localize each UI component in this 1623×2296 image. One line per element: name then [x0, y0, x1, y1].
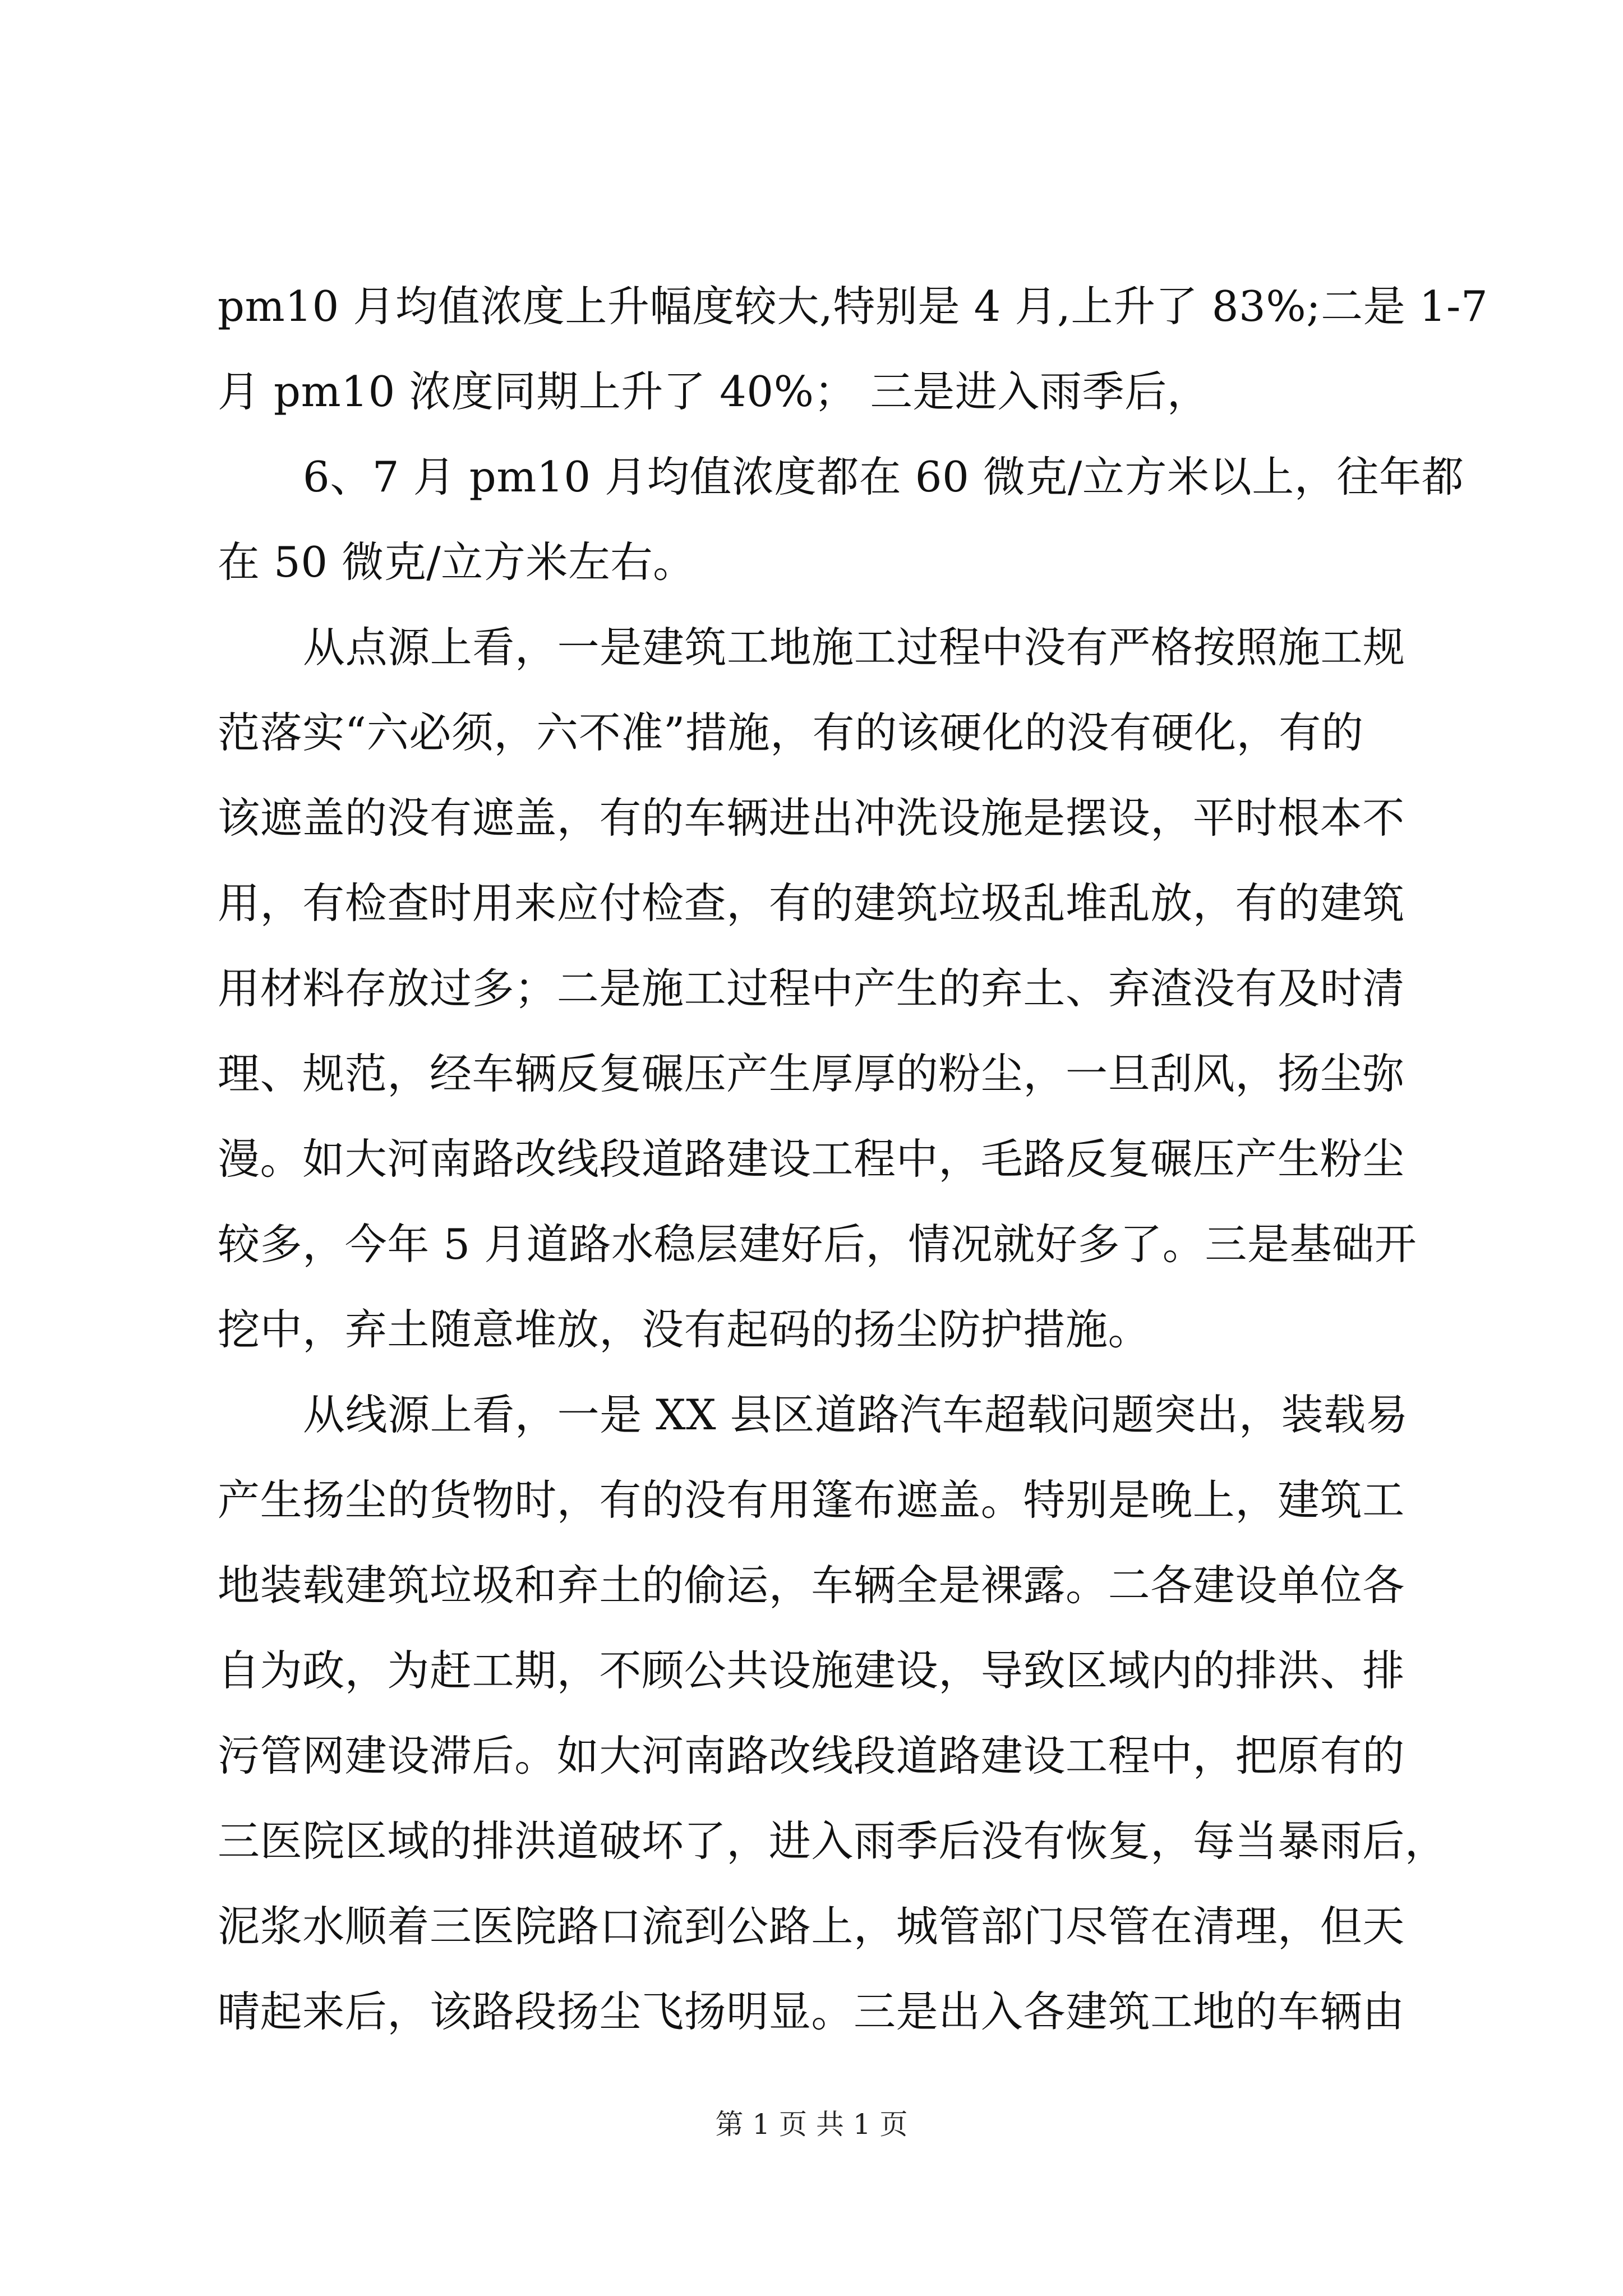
text-line: 污管网建设滞后。如大河南路改线段道路建设工程中，把原有的	[218, 1731, 1405, 1780]
text-line: 用材料存放过多；二是施工过程中产生的弃土、弃渣没有及时清	[218, 964, 1405, 1013]
text-line: 范落实“六必须，六不准”措施，有的该硬化的没有硬化，有的	[218, 708, 1364, 757]
text-line: 较多，今年 5 月道路水稳层建好后，情况就好多了。三是基础开	[218, 1220, 1417, 1269]
text-line: 漫。如大河南路改线段道路建设工程中，毛路反复碾压产生粉尘	[218, 1134, 1405, 1184]
text-line: 用，有检查时用来应付检查，有的建筑垃圾乱堆乱放，有的建筑	[218, 878, 1405, 928]
paragraph-start-line: 6、7 月 pm10 月均值浓度都在 60 微克/立方米以上，往年都	[303, 452, 1464, 501]
text-line: 挖中，弃土随意堆放，没有起码的扬尘防护措施。	[218, 1305, 1151, 1354]
text-line: 自为政，为赶工期，不顾公共设施建设，导致区域内的排洪、排	[218, 1646, 1405, 1695]
paragraph-start-line: 从线源上看，一是 XX 县区道路汽车超载问题突出，装载易	[303, 1390, 1409, 1439]
text-line: 三医院区域的排洪道破坏了，进入雨季后没有恢复，每当暴雨后，	[218, 1816, 1447, 1866]
text-line: 产生扬尘的货物时，有的没有用篷布遮盖。特别是晚上，建筑工	[218, 1475, 1405, 1525]
text-line: pm10 月均值浓度上升幅度较大,特别是 4 月,上升了 83%;二是 1-7	[218, 282, 1488, 331]
text-line: 该遮盖的没有遮盖，有的车辆进出冲洗设施是摆设，平时根本不	[218, 793, 1405, 843]
page-number-label: 第 1 页 共 1 页	[715, 2108, 908, 2141]
text-line: 晴起来后，该路段扬尘飞扬明显。三是出入各建筑工地的车辆由	[218, 1987, 1405, 2036]
paragraph-start-line: 从点源上看，一是建筑工地施工过程中没有严格按照施工规	[303, 623, 1405, 672]
page-footer	[0, 2105, 1623, 2144]
text-line: 理、规范，经车辆反复碾压产生厚厚的粉尘，一旦刮风，扬尘弥	[218, 1049, 1405, 1098]
text-line: 在 50 微克/立方米左右。	[218, 537, 695, 587]
document-body	[218, 264, 1488, 2054]
text-line: 地装载建筑垃圾和弃土的偷运，车辆全是裸露。二各建设单位各	[218, 1561, 1405, 1610]
text-line: 月 pm10 浓度同期上升了 40%； 三是进入雨季后，	[218, 367, 1210, 416]
text-line: 泥浆水顺着三医院路口流到公路上，城管部门尽管在清理，但天	[218, 1902, 1405, 1951]
